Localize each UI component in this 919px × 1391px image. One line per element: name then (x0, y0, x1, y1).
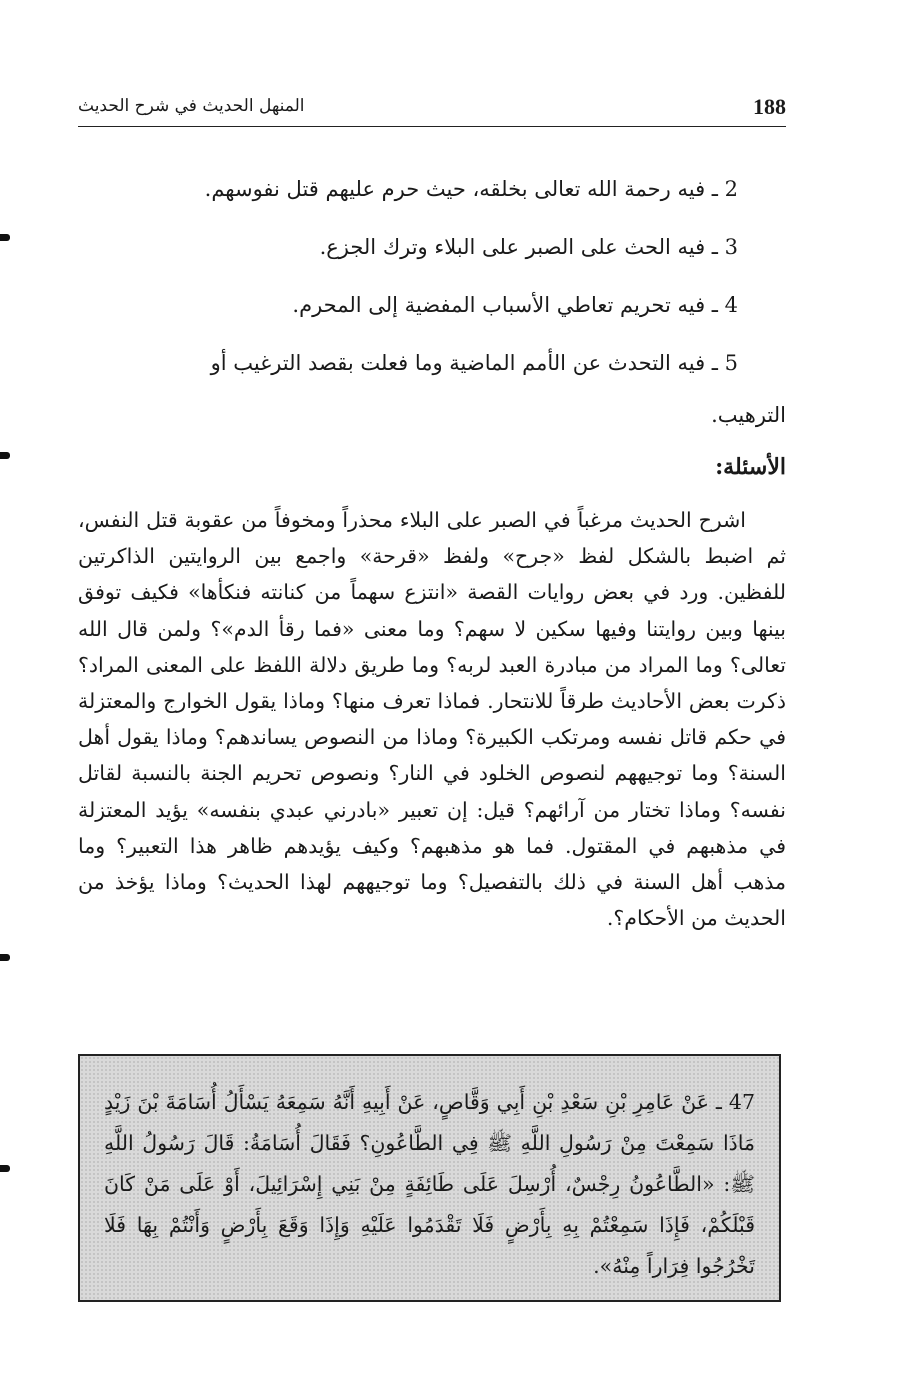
hadith-box (78, 1054, 781, 1302)
page-header (78, 92, 786, 127)
section-heading: الأسئلة: (715, 454, 786, 480)
margin-mark (0, 452, 10, 459)
running-title: المنهل الحديث في شرح الحديث (78, 96, 305, 116)
benefit-point-5: 5 ـ فيه التحدث عن الأمم الماضية وما فعلت بقصد الترغيب أو (210, 351, 738, 375)
margin-mark (0, 1165, 10, 1172)
hadith-text: 47 ـ عَنْ عَامِرِ بْنِ سَعْدِ بْنِ أَبِي وَقَّاصٍ، عَنْ أَبِيهِ أَنَّهُ سَمِعَهُ يَسْأَلُ أُسَامَةَ بْنَ زَيْدٍ مَاذَا سَمِعْتَ مِنْ رَسُولِ اللَّهِ ﷺ فِي الطَّاعُونِ؟ فَقَالَ أُسَامَةُ: قَالَ رَسُولُ اللَّهِ ﷺ: «الطَّاعُونُ رِجْسٌ، أُرْسِلَ عَلَى طَائِفَةٍ مِنْ بَنِي إِسْرَائِيلَ، أَوْ عَلَى مَنْ كَانَ قَبْلَكُمْ، فَإِذَا سَمِعْتُمْ بِهِ بِأَرْضٍ فَلَا تَقْدَمُوا عَلَيْهِ وَإِذَا وَقَعَ بِأَرْضٍ وَأَنْتُمْ بِهَا فَلَا تَخْرُجُوا فِرَاراً مِنْهُ». (104, 1090, 755, 1278)
benefit-point-2: 2 ـ فيه رحمة الله تعالى بخلقه، حيث حرم عليهم قتل نفوسهم. (204, 177, 738, 201)
questions-paragraph: اشرح الحديث مرغباً في الصبر على البلاء محذراً ومخوفاً من عقوبة قتل النفس، ثم اضبط بالشكل لفظ «جرح» ولفظ «قرحة» واجمع بين الروايتين الذاكرتين للفظين. ورد في بعض روايات القصة «انتزع سهماً من كنانته فنكأها» فكيف توفق بينها وبين روايتنا وفيها سكين لا سهم؟ وما معنى «فما رقأ الدم»؟ ولمن قال الله تعالى؟ وما المراد من مبادرة العبد لربه؟ وما طريق دلالة اللفظ على المعنى المراد؟ ذكرت بعض الأحاديث طرقاً للانتحار. فماذا تعرف منها؟ وماذا يقول الخوارج والمعتزلة في حكم قاتل نفسه ومرتكب الكبيرة؟ وماذا من النصوص يساندهم؟ وماذا يقول أهل السنة؟ وما توجيههم لنصوص الخلود في النار؟ ونصوص تحريم الجنة بالنسبة لقاتل نفسه؟ وماذا تختار من آرائهم؟ قيل: إن تعبير «بادرني عبدي بنفسه» يؤيد المعتزلة في مذهبهم في المقتول. فما هو مذهبهم؟ وكيف يؤيدهم ظاهر هذا التعبير؟ وما مذهب أهل السنة في ذلك بالتفصيل؟ وما توجيههم لهذا الحديث؟ وماذا يؤخذ من الحديث من الأحكام؟. (78, 508, 786, 931)
margin-mark (0, 234, 10, 241)
benefit-point-3: 3 ـ فيه الحث على الصبر على البلاء وترك الجزع. (319, 235, 738, 259)
benefit-point-4: 4 ـ فيه تحريم تعاطي الأسباب المفضية إلى المحرم. (292, 293, 738, 317)
page-number: 188 (753, 94, 786, 119)
margin-mark (0, 954, 10, 961)
benefit-point-5-continuation: الترهيب. (711, 403, 786, 427)
page-content (78, 160, 786, 957)
